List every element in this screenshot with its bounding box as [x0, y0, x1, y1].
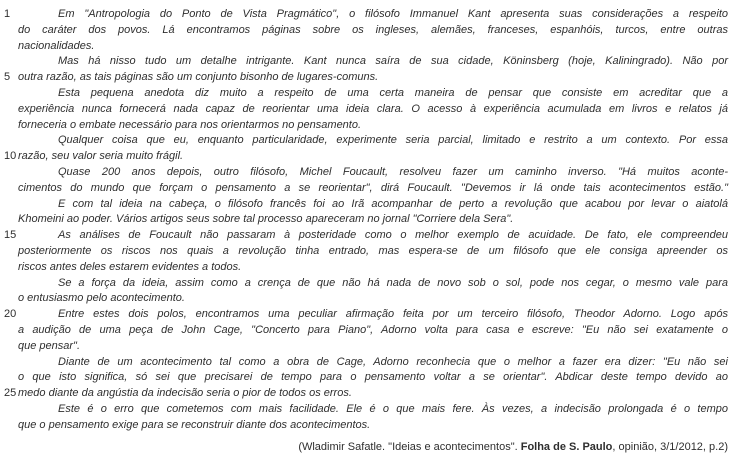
line-number	[0, 102, 18, 118]
text-line	[0, 276, 731, 292]
text-line	[0, 212, 731, 228]
line-text: cimentos do mundo que forçam o pensamento a se reorientar", dirá Foucault. "Devemos ir lá onde tais acontecimentos estão."	[18, 181, 728, 194]
line-text: nacionalidades.	[18, 39, 95, 52]
text-line	[0, 418, 731, 434]
text-line	[0, 228, 731, 244]
line-number	[0, 212, 18, 228]
citation-prefix: (Wladimir Safatle. "Ideias e acontecimentos".	[298, 440, 521, 453]
line-text: Este é o erro que cometemos com mais facilidade. Ele é o que mais fere. Às vezes, a indecisão prolongada é o tempo	[58, 402, 728, 415]
text-line	[0, 386, 731, 402]
source-citation	[0, 439, 731, 455]
text-line	[0, 7, 731, 23]
line-number	[0, 197, 18, 213]
line-text: Esta pequena anedota diz muito a respeito de uma certa maneira de pensar que consiste em acreditar que a	[58, 86, 728, 99]
line-number: 5	[4, 71, 11, 84]
line-number	[0, 276, 18, 292]
text-line	[0, 118, 731, 134]
text-line	[0, 181, 731, 197]
text-line	[0, 260, 731, 276]
text-line	[0, 339, 731, 355]
line-number	[0, 118, 18, 134]
text-line	[0, 23, 731, 39]
line-text: E com tal ideia na cabeça, o filósofo francês foi ao Irã acompanhar de perto a revolução que acabou por levar o aiatolá	[58, 197, 728, 210]
line-number	[0, 181, 18, 197]
line-text: posteriormente os riscos nos quais a revolução tinha entrado, mas espera-se de um filósofo que ele consiga apreender os	[18, 244, 728, 257]
line-text: razão, seu valor seria muito frágil.	[18, 150, 184, 163]
line-text: que o pensamento exige para se reconstruir diante dos acontecimentos.	[18, 418, 371, 431]
line-number	[0, 323, 18, 339]
line-text: o entusiasmo pelo acontecimento.	[18, 292, 185, 305]
line-text: Khomeini ao poder. Vários artigos seus sobre tal processo apareceram no jornal "Corriere dela Sera".	[18, 213, 514, 226]
line-number	[0, 86, 18, 102]
line-text: Diante de um acontecimento tal como a obra de Cage, Adorno reconhecia que o melhor a fazer era dizer: "Eu não sei	[58, 355, 728, 368]
citation-publication: Folha de S. Paulo	[520, 440, 613, 453]
line-number: 1	[4, 8, 11, 20]
line-number	[0, 23, 18, 39]
line-number: 25	[4, 387, 17, 400]
line-text: medo diante da angústia da indecisão seria o pior de todos os erros.	[18, 387, 352, 400]
text-line	[0, 323, 731, 339]
line-number	[0, 402, 18, 418]
line-number	[0, 418, 18, 434]
line-number	[0, 165, 18, 181]
line-text: Quase 200 anos depois, outro filósofo, Michel Foucault, resolveu fazer um caminho inverso. "Há muitos aconte-	[58, 165, 728, 178]
line-text: As análises de Foucault não passaram à posteridade como o melhor exemplo de acuidade. De fato, ele compreendeu	[58, 229, 728, 242]
text-line	[0, 54, 731, 70]
line-text: riscos antes deles estarem evidentes a todos.	[18, 260, 242, 273]
citation-suffix: , opinião, 3/1/2012, p.2)	[612, 440, 728, 453]
line-text: o que isto significa, só sei que precisarei de tempo para o pensamento voltar a se orientar". Abdicar deste tempo devido ao	[18, 371, 728, 384]
line-number	[0, 133, 18, 149]
line-number	[0, 260, 18, 276]
line-number: 15	[4, 229, 17, 242]
text-line	[0, 102, 731, 118]
text-line	[0, 86, 731, 102]
line-number: 20	[4, 308, 17, 321]
text-line	[0, 70, 731, 86]
line-text: a audição de uma peça de John Cage, "Concerto para Piano", Adorno volta para casa e escreve: "Eu não sei exatamente o	[18, 323, 728, 336]
line-text: experiência nunca fornecerá nada capaz de reorientar uma ideia clara. O acesso à experiência acumulada em livros e relatos já	[18, 102, 728, 115]
text-line	[0, 355, 731, 371]
line-number	[0, 244, 18, 260]
line-text: que pensar".	[18, 339, 81, 352]
text-line	[0, 165, 731, 181]
text-line	[0, 402, 731, 418]
line-text: do caráter dos povos. Lá encontramos páginas sobre os ingleses, alemães, franceses, espanhóis, turcos, entre outras	[18, 23, 728, 36]
line-number	[0, 39, 18, 55]
line-text: Mas há nisso tudo um detalhe intrigante. Kant nunca saíra de sua cidade, Köninsberg (hoje, Kaliningrado). Não por	[58, 55, 728, 68]
line-number	[0, 339, 18, 355]
line-text: outra razão, as tais páginas são um conjunto bisonho de lugares-comuns.	[18, 71, 379, 84]
text-line	[0, 133, 731, 149]
text-line	[0, 244, 731, 260]
text-line	[0, 370, 731, 386]
text-line	[0, 39, 731, 55]
text-line	[0, 149, 731, 165]
line-number	[0, 54, 18, 70]
text-line	[0, 307, 731, 323]
text-line	[0, 197, 731, 213]
line-number	[0, 291, 18, 307]
line-text: Entre estes dois polos, encontramos uma peculiar afirmação feita por um terceiro filósofo, Theodor Adorno. Logo após	[58, 308, 728, 321]
line-text: Se a força da ideia, assim como a crença de que não há nada de novo sob o sol, pode nos cegar, o mesmo vale para	[58, 276, 728, 289]
line-text: Qualquer coisa que eu, enquanto particularidade, experimente seria parcial, limitado e restrito a um contexto. Por essa	[58, 134, 728, 147]
line-number: 10	[4, 150, 17, 163]
line-number	[0, 355, 18, 371]
line-text: forneceria o embate necessário para nos orientarmos no pensamento.	[18, 118, 362, 131]
line-number	[0, 370, 18, 386]
line-text: Em "Antropologia do Ponto de Vista Pragmático", o filósofo Immanuel Kant apresenta suas considerações a respeito	[58, 8, 728, 20]
text-line	[0, 291, 731, 307]
